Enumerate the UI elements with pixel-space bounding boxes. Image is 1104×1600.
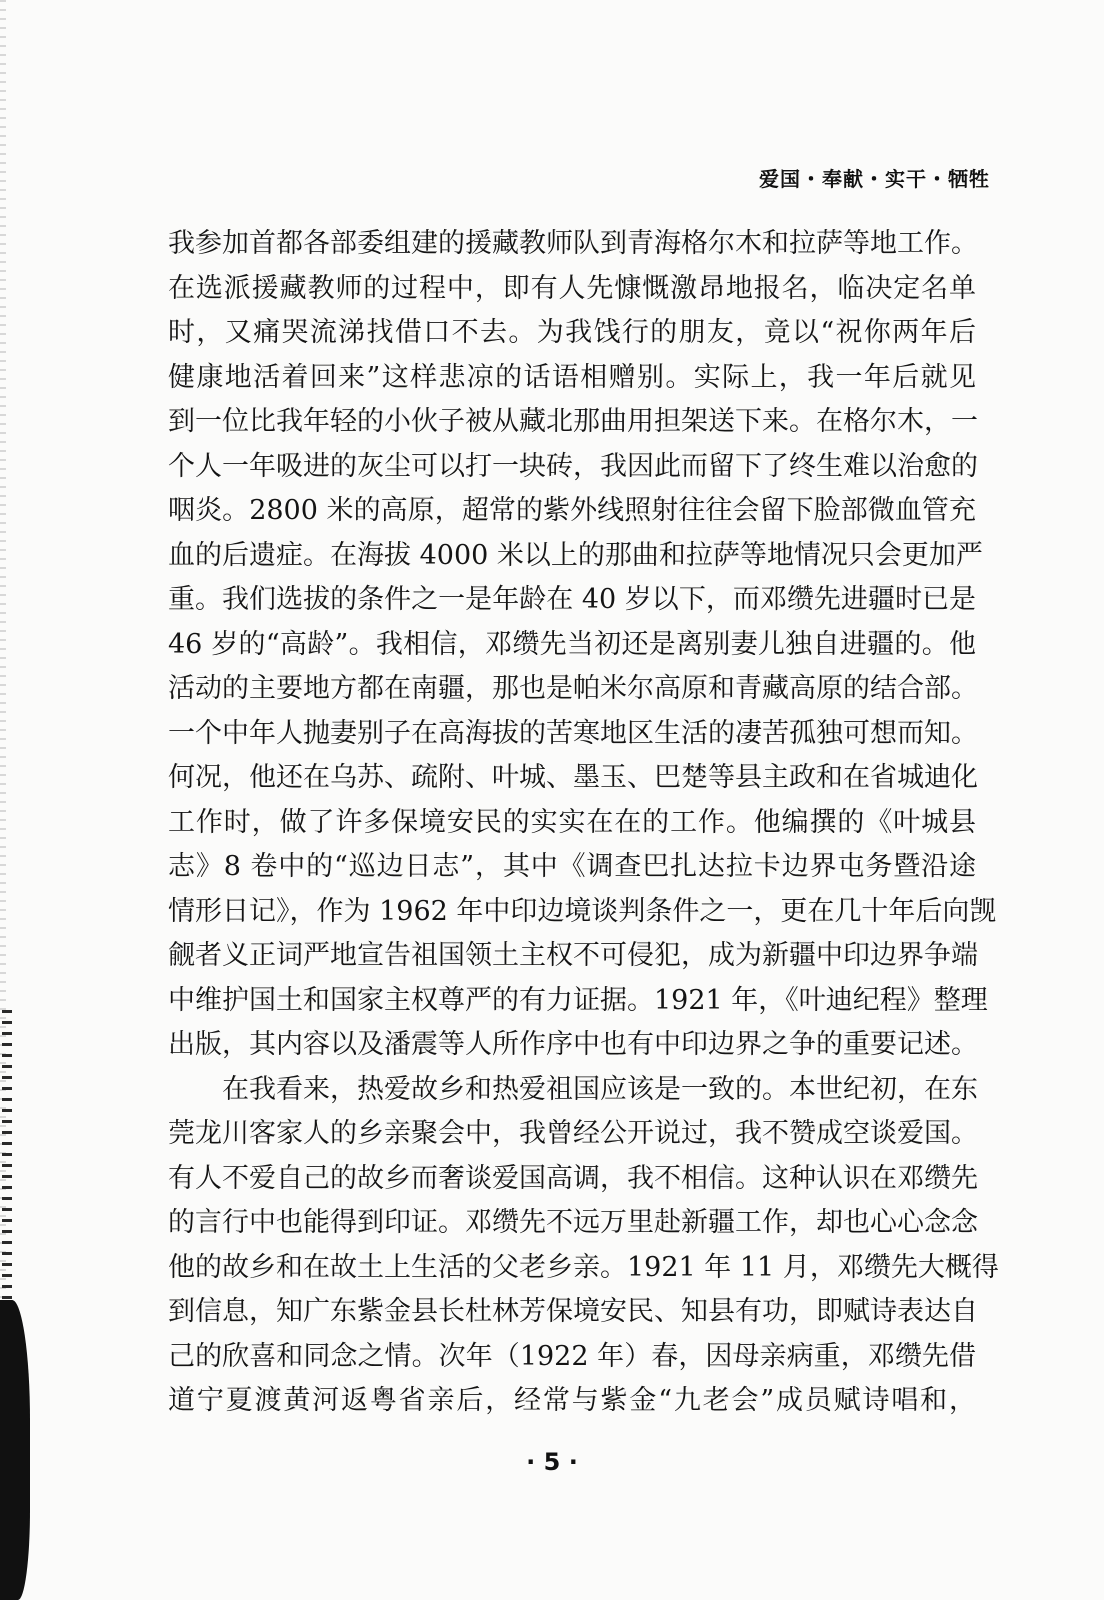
text-line: 到信息，知广东紫金县长杜林芳保境安民、知县有功，即赋诗表达自 xyxy=(168,1296,978,1327)
text-line: 出版，其内容以及潘震等人所作序中也有中印边界之争的重要记述。 xyxy=(168,1029,978,1060)
text-line: 的言行中也能得到印证。邓缵先不远万里赴新疆工作，却也心心念念 xyxy=(168,1207,978,1238)
text-line: 个人一年吸进的灰尘可以打一块砖，我因此而留下了终生难以治愈的 xyxy=(168,450,978,482)
text-line: 我参加首都各部委组建的援藏教师队到青海格尔木和拉萨等地工作。 xyxy=(168,228,978,259)
text-line: 46 岁的“高龄”。我相信，邓缵先当初还是离别妻儿独自进疆的。他 xyxy=(168,628,976,660)
text-line: 中维护国土和国家主权尊严的有力证据。1921 年，《叶迪纪程》整理 xyxy=(168,984,988,1016)
text-line: 己的欣喜和同念之情。次年（1922 年）春，因母亲病重，邓缵先借 xyxy=(168,1340,976,1372)
text-line: 咽炎。2800 米的高原，超常的紫外线照射往往会留下脸部微血管充 xyxy=(168,495,976,526)
text-line: 时，又痛哭流涕找借口不去。为我饯行的朋友，竟以“祝你两年后 xyxy=(168,317,976,348)
text-line: 一个中年人抛妻别子在高海拔的苦寒地区生活的凄苦孤独可想而知。 xyxy=(168,717,978,749)
text-line: 道宁夏渡黄河返粤省亲后，经常与紫金“九老会”成员赋诗唱和， xyxy=(168,1385,976,1416)
text-line: 在选派援藏教师的过程中，即有人先慷慨激昂地报名，临决定名单 xyxy=(168,272,976,304)
page-number: · 5 · xyxy=(526,1448,578,1476)
paragraph xyxy=(168,222,997,1068)
text-line: 工作时，做了许多保境安民的实实在在的工作。他编撰的《叶城县 xyxy=(168,806,976,838)
text-line: 志》8 卷中的“巡边日志”，其中《调查巴扎达拉卡边界屯务暨沿途 xyxy=(168,851,976,882)
text-line: 莞龙川客家人的乡亲聚会中，我曾经公开说过，我不赞成空谈爱国。 xyxy=(168,1118,978,1149)
text-line: 到一位比我年轻的小伙子被从藏北那曲用担架送下来。在格尔木，一 xyxy=(168,406,978,437)
text-line: 血的后遗症。在海拔 4000 米以上的那曲和拉萨等地情况只会更加严 xyxy=(168,539,983,571)
paragraph xyxy=(168,1068,999,1424)
text-line: 重。我们选拔的条件之一是年龄在 40 岁以下，而邓缵先进疆时已是 xyxy=(168,584,976,615)
text-line: 何况，他还在乌苏、疏附、叶城、墨玉、巴楚等县主政和在省城迪化 xyxy=(168,762,978,793)
running-head: 爱国・奉献・实干・牺牲 xyxy=(759,167,990,191)
text-line: 健康地活着回来”这样悲凉的话语相赠别。实际上，我一年后就见 xyxy=(168,361,976,393)
body-text xyxy=(168,222,999,1424)
text-line: 活动的主要地方都在南疆，那也是帕米尔高原和青藏高原的结合部。 xyxy=(168,673,978,704)
text-line: 觎者义正词严地宣告祖国领土主权不可侵犯，成为新疆中印边界争端 xyxy=(168,940,978,971)
text-line: 情形日记》，作为 1962 年中印边境谈判条件之一，更在几十年后向觊 xyxy=(168,895,997,927)
text-line: 有人不爱自己的故乡而奢谈爱国高调，我不相信。这种认识在邓缵先 xyxy=(168,1162,978,1194)
scan-edge-marks xyxy=(2,1010,12,1300)
text-line: 在我看来，热爱故乡和热爱祖国应该是一致的。本世纪初，在东 xyxy=(222,1073,978,1105)
text-line: 他的故乡和在故土上生活的父老乡亲。1921 年 11 月，邓缵先大概得 xyxy=(168,1251,999,1283)
